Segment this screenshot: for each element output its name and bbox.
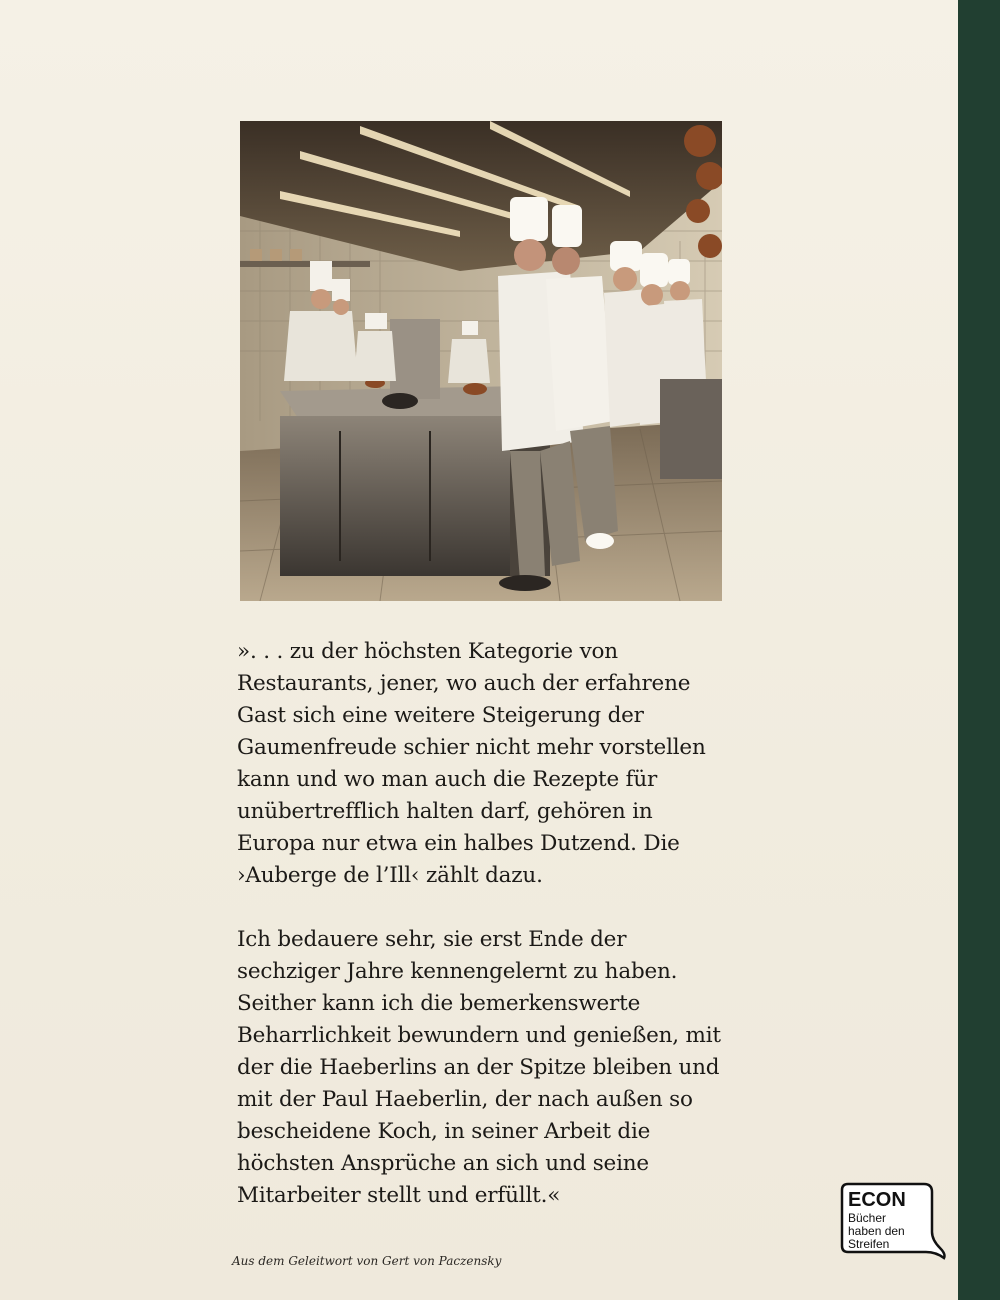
quote-line: Gast sich eine weitere Steigerung der [237, 703, 644, 728]
quote-line: unübertrefflich halten darf, gehören in [237, 799, 653, 824]
quote-line: mit der Paul Haeberlin, der nach außen so [237, 1087, 693, 1112]
quote-line: kann und wo man auch die Rezepte für [237, 767, 658, 792]
econ-tagline-3: Streifen [848, 1237, 890, 1251]
quote-line: Restaurants, jener, wo auch der erfahrene [237, 671, 691, 696]
quote-line: Gaumenfreude schier nicht mehr vorstellen [237, 735, 706, 760]
econ-brand: ECON [848, 1189, 906, 1211]
quote-attribution: Aus dem Geleitwort von Gert von Paczensky [232, 1254, 502, 1268]
foreword-quote [237, 636, 837, 1212]
econ-tagline-1: Bücher [848, 1211, 887, 1225]
kitchen-brigade-photo-icon [240, 121, 722, 601]
quote-line: bescheidene Koch, in seiner Arbeit die [237, 1119, 651, 1144]
quote-line: Europa nur etwa ein halbes Dutzend. Die [237, 831, 680, 856]
econ-logo [838, 1182, 950, 1266]
quote-line: Beharrlichkeit bewundern und genießen, mit [237, 1023, 721, 1048]
quote-line: Ich bedauere sehr, sie erst Ende der [237, 927, 627, 952]
kitchen-photo [240, 121, 722, 601]
quote-line: höchsten Ansprüche an sich und seine [237, 1151, 649, 1176]
quote-line: ›Auberge de l’Ill‹ zählt dazu. [237, 863, 543, 888]
quote-line: ». . . zu der höchsten Kategorie von [237, 639, 618, 664]
quote-paragraph-2 [237, 924, 837, 1212]
quote-line: der die Haeberlins an der Spitze bleiben und [237, 1055, 720, 1080]
econ-logo-icon [838, 1182, 950, 1266]
quote-paragraph-1 [237, 636, 837, 892]
quote-line: Seither kann ich die bemerkenswerte [237, 991, 641, 1016]
green-edge-stripe [958, 0, 1000, 1300]
quote-line: Mitarbeiter stellt und erfüllt.« [237, 1183, 561, 1208]
econ-tagline-2: haben den [848, 1224, 905, 1238]
quote-line: sechziger Jahre kennengelernt zu haben. [237, 959, 678, 984]
